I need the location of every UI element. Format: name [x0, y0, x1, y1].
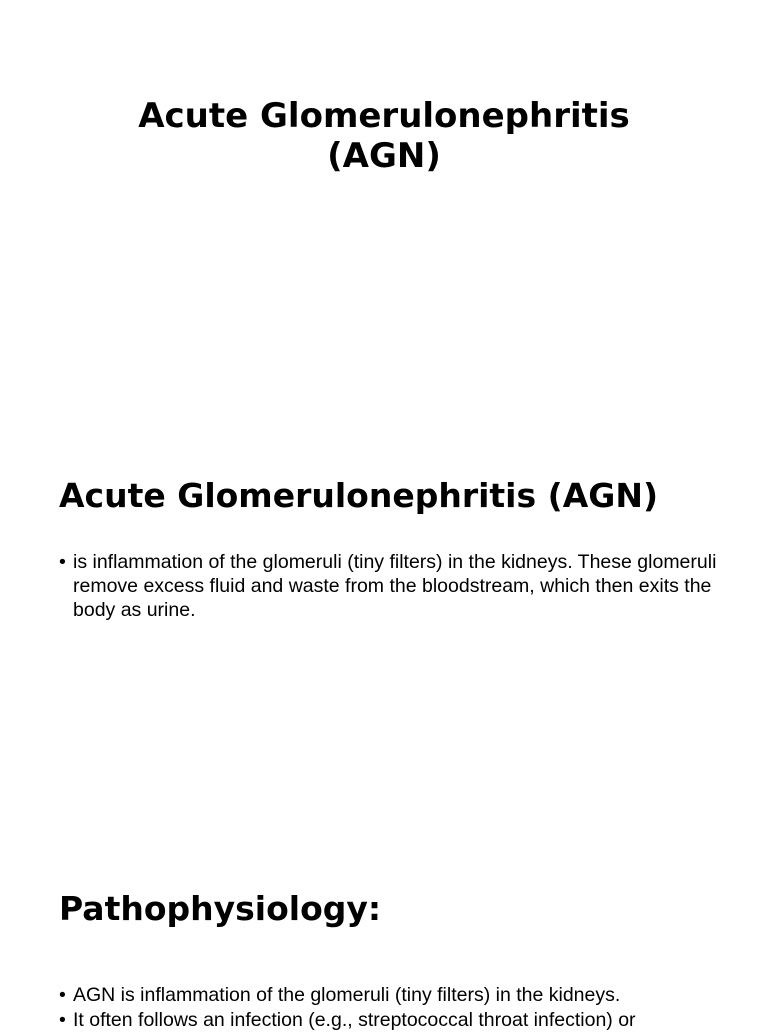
definition-slide: [0, 470, 768, 770]
bullet-text: It often follows an infection (e.g., streptococcal throat infection) or: [73, 1009, 636, 1031]
slide-title-line-2: (AGN): [327, 136, 441, 176]
slide-title-line-1: Acute Glomerulonephritis: [138, 96, 630, 136]
bullet-icon: •: [59, 984, 66, 1006]
slide-heading: Pathophysiology:: [59, 889, 382, 928]
bullet-icon: •: [59, 1009, 66, 1031]
bullet-list: [59, 550, 719, 634]
bullet-text: is inflammation of the glomeruli (tiny filters) in the kidneys. These glomeruli remove excess fluid and waste from the bloodstream, which then exits the body as urine.: [73, 551, 717, 621]
title-slide: [0, 0, 768, 420]
bullet-icon: •: [59, 551, 66, 573]
bullet-item: [59, 550, 719, 622]
bullet-item: [59, 983, 719, 1007]
pathophysiology-slide: [0, 880, 768, 1031]
slide-title: [0, 96, 768, 176]
bullet-text: AGN is inflammation of the glomeruli (tiny filters) in the kidneys.: [73, 984, 621, 1006]
bullet-item: [59, 1008, 719, 1032]
slide-heading: Acute Glomerulonephritis (AGN): [59, 476, 659, 515]
bullet-list: [59, 983, 719, 1033]
